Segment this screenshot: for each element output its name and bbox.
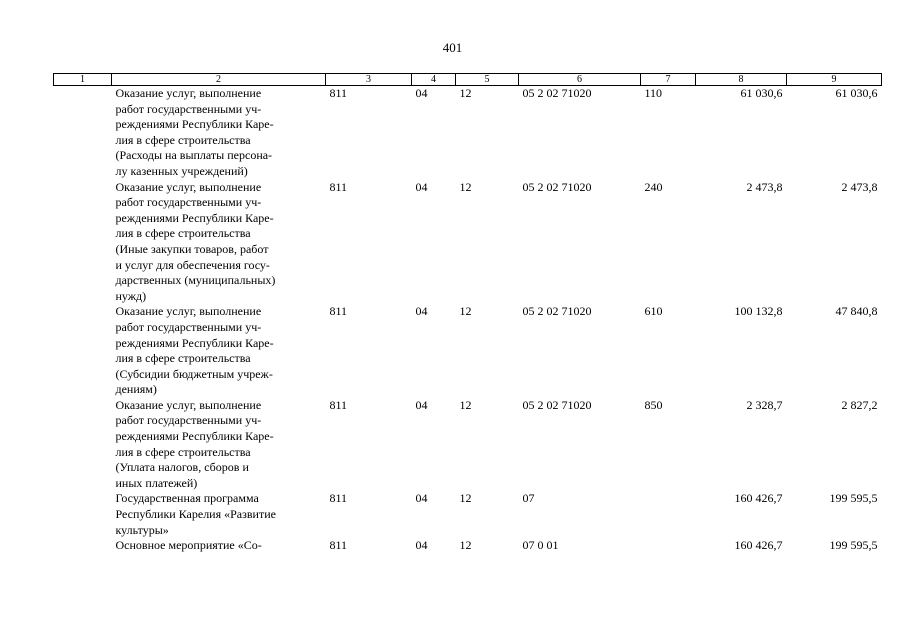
description-line: нужд) [115,288,147,303]
description-line: работ государственными уч- [115,413,262,428]
cell-expense-type [641,491,696,538]
cell-section: 04 [415,491,428,506]
budget-table [53,73,882,554]
column-header: 4 [412,74,456,86]
table-row [54,86,882,180]
description-line: работ государственными уч- [115,319,262,334]
page-number: 401 [442,40,463,55]
cell-target-article: 05 2 02 71020 [522,179,592,194]
cell-amount-year-2: 199 595,5 [829,538,878,553]
table-row [54,538,882,554]
description-line: Основное мероприятие «Со- [115,538,262,553]
description-line: лия в сфере строительства [115,132,251,147]
cell-ministry-code: 811 [329,86,348,100]
cell-ministry-code: 811 [329,304,348,319]
cell-description [112,398,326,492]
description-line: (Субсидии бюджетным учреж- [115,366,273,381]
column-header: 2 [112,74,326,86]
description-line: дениям) [115,382,157,397]
cell-ministry-code: 811 [329,179,348,194]
description-line: лия в сфере строительства [115,444,251,459]
cell-section: 04 [415,304,428,319]
cell-amount-year-1: 100 132,8 [734,304,783,319]
cell-description [112,86,326,180]
cell-target-article: 05 2 02 71020 [522,86,592,100]
column-number-row [54,74,882,86]
cell-subsection: 12 [459,397,472,412]
description-line: Республики Карелия «Развитие [115,507,276,522]
cell-description [112,180,326,305]
cell-subsection: 12 [459,304,472,319]
cell-ministry-code: 811 [329,397,348,412]
cell-subsection: 12 [459,179,472,194]
cell-section: 04 [415,179,428,194]
description-line: Оказание услуг, выполнение [115,304,262,319]
column-header: 5 [456,74,519,86]
column-header: 6 [519,74,641,86]
cell-section: 04 [415,397,428,412]
description-line: работ государственными уч- [115,195,262,210]
column-header: 3 [326,74,412,86]
cell-expense-type: 850 [644,397,663,412]
description-line: Оказание услуг, выполнение [115,86,262,100]
cell-expense-type: 610 [644,304,663,319]
description-line: лия в сфере строительства [115,351,251,366]
cell-amount-year-1: 160 426,7 [734,491,783,506]
cell-description [112,304,326,398]
cell-amount-year-1: 2 473,8 [746,179,783,194]
cell-empty [54,304,112,398]
table-row [54,491,882,538]
description-line: реждениями Республики Каре- [115,117,274,132]
description-line: лу казенных учреждений) [115,163,248,178]
cell-ministry-code: 811 [329,491,348,506]
cell-amount-year-2: 199 595,5 [829,491,878,506]
cell-target-article: 05 2 02 71020 [522,397,592,412]
cell-expense-type: 110 [644,86,663,100]
column-header: 8 [696,74,787,86]
description-line: лия в сфере строительства [115,226,251,241]
cell-ministry-code: 811 [329,538,348,553]
column-header: 7 [641,74,696,86]
cell-amount-year-1: 2 328,7 [746,397,783,412]
cell-subsection: 12 [459,491,472,506]
description-line: и услуг для обеспечения госу- [115,257,270,272]
cell-target-article: 07 0 01 [522,538,559,553]
description-line: культуры» [115,522,169,537]
cell-empty [54,538,112,554]
cell-target-article: 07 [522,491,535,506]
cell-target-article: 05 2 02 71020 [522,304,592,319]
cell-subsection: 12 [459,538,472,553]
table-row [54,180,882,305]
cell-amount-year-1: 61 030,6 [740,86,783,100]
description-line: Оказание услуг, выполнение [115,397,262,412]
description-line: Государственная программа [115,491,259,506]
column-header: 9 [787,74,882,86]
cell-amount-year-2: 61 030,6 [835,86,878,100]
cell-expense-type [641,538,696,554]
cell-description [112,538,326,554]
description-line: Оказание услуг, выполнение [115,179,262,194]
description-line: (Расходы на выплаты персона- [115,148,273,163]
cell-empty [54,398,112,492]
cell-description [112,491,326,538]
description-line: иных платежей) [115,475,198,490]
description-line: работ государственными уч- [115,101,262,116]
cell-section: 04 [415,538,428,553]
cell-empty [54,491,112,538]
description-line: реждениями Республики Каре- [115,335,274,350]
cell-amount-year-2: 2 827,2 [841,397,878,412]
cell-subsection: 12 [459,86,472,100]
table-row [54,304,882,398]
description-line: (Уплата налогов, сборов и [115,460,249,475]
cell-section: 04 [415,86,428,100]
description-line: дарственных (муниципальных) [115,273,276,288]
cell-expense-type: 240 [644,179,663,194]
column-header: 1 [54,74,112,86]
table-row [54,398,882,492]
cell-amount-year-2: 2 473,8 [841,179,878,194]
cell-amount-year-2: 47 840,8 [835,304,878,319]
description-line: (Иные закупки товаров, работ [115,241,269,256]
description-line: реждениями Республики Каре- [115,210,274,225]
cell-empty [54,180,112,305]
cell-amount-year-1: 160 426,7 [734,538,783,553]
cell-empty [54,86,112,180]
description-line: реждениями Республики Каре- [115,429,274,444]
